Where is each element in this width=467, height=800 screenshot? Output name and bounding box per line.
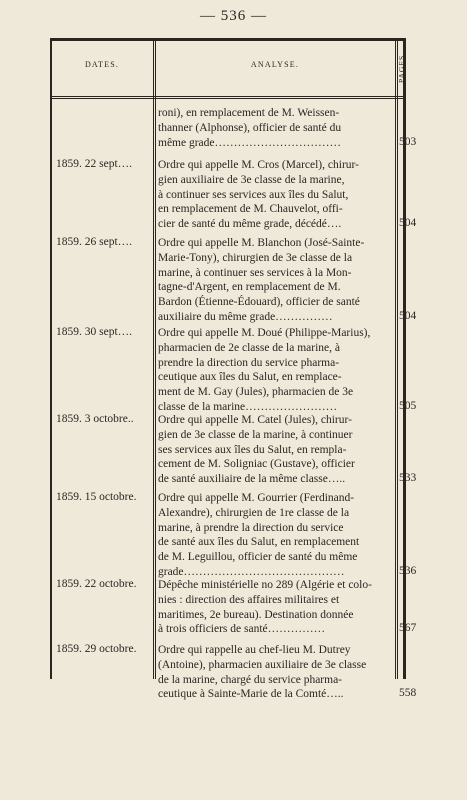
analysis-line: ment de M. Gay (Jules), pharmacien de 3e	[158, 386, 354, 399]
analysis-line: Bardon (Étienne-Édouard), officier de santé	[158, 296, 360, 309]
analysis-line: Ordre qui appelle M. Blanchon (José-Sainte-	[158, 237, 365, 249]
entry-date: 1859. 30 sept….	[56, 326, 133, 338]
analysis-line: cier de santé du même grade, décédé….	[158, 218, 342, 231]
header-rule	[50, 98, 406, 99]
analysis-line: (Antoine), pharmacien auxiliaire de 3e classe	[158, 658, 367, 671]
entry-page-ref: 505	[399, 400, 417, 412]
entry-analysis	[158, 106, 396, 150]
analysis-line: cement de M. Soligniac (Gustave), officier	[158, 458, 355, 471]
entry-date: 1859. 26 sept….	[56, 236, 133, 248]
entry-analysis	[158, 413, 396, 487]
entry-analysis	[158, 578, 396, 637]
analysis-line: classe de la marine……………………	[158, 400, 338, 413]
entry-date: 1859. 22 octobre.	[56, 578, 137, 590]
analysis-line: gien de 3e classe de la marine, à continuer	[158, 428, 353, 441]
analysis-line: Ordre qui rappelle au chef-lieu M. Dutrey	[158, 644, 351, 656]
entry-date: 1859. 29 octobre.	[56, 643, 137, 655]
entry-date: 1859. 22 sept….	[56, 158, 133, 170]
analysis-line: ses services aux îles du Salut, en rempla-	[158, 443, 347, 456]
analysis-line: Ordre qui appelle M. Doué (Philippe-Marius),	[158, 327, 371, 339]
analysis-line: grade……………………………………	[158, 565, 345, 578]
analysis-line: ceutique à Sainte-Marie de la Comté…..	[158, 688, 344, 701]
entry-page-ref: 567	[399, 622, 417, 635]
analysis-line: nies : direction des affaires militaires et	[158, 593, 340, 606]
column-rule	[155, 38, 156, 679]
analysis-line: à continuer ses services aux îles du Salut,	[158, 188, 349, 201]
entry-page-ref: 558	[399, 687, 417, 700]
analysis-line: auxiliaire du même grade……………	[158, 310, 333, 323]
header-rule	[50, 96, 406, 97]
analysis-line: de santé auxiliaire de la même classe…..	[158, 473, 346, 486]
analysis-line: thanner (Alphonse), officier de santé du	[158, 121, 342, 134]
analysis-line: roni), en remplacement de M. Weissen-	[158, 107, 340, 119]
entry-page-ref: 504	[399, 217, 417, 230]
header-dates: DATES.	[84, 60, 120, 69]
entry-page-ref: 536	[399, 565, 417, 577]
analysis-line: même grade……………………………	[158, 136, 342, 149]
analysis-line: Dépêche ministérielle no 289 (Algérie et colo-	[158, 579, 372, 591]
analysis-line: marine, à continuer ses services à la Mon-	[158, 266, 352, 279]
analysis-line: en remplacement de M. Chauvelot, offi-	[158, 203, 343, 216]
entry-analysis	[158, 326, 396, 415]
analysis-line: prendre la direction du service pharma-	[158, 356, 340, 369]
analysis-line: Alexandre), chirurgien de 1re classe de la	[158, 506, 350, 519]
analysis-line: maritimes, 2e bureau). Destination donnée	[158, 608, 354, 621]
entry-page-ref: 504	[399, 310, 417, 322]
entry-page-ref: 533	[399, 472, 417, 485]
entry-page-ref: 503	[399, 135, 417, 148]
column-rule	[397, 38, 398, 679]
entry-analysis	[158, 158, 396, 232]
entry-date: 1859. 15 octobre.	[56, 491, 137, 503]
analysis-line: de M. Leguillou, officier de santé du même	[158, 551, 358, 564]
analysis-line: gien auxiliaire de 3e classe de la marine,	[158, 173, 345, 186]
analysis-line: ceutique aux îles du Salut, en remplace-	[158, 371, 342, 384]
entry-analysis	[158, 491, 396, 580]
analysis-line: à trois officiers de santé……………	[158, 623, 326, 636]
entry-date: 1859. 3 octobre..	[56, 413, 134, 425]
analysis-line: pharmacien de 2e classe de la marine, à	[158, 341, 340, 354]
entry-analysis	[158, 643, 396, 702]
analysis-line: de la marine, chargé du service pharma-	[158, 673, 343, 686]
analysis-line: Ordre qui appelle M. Gourrier (Ferdinand-	[158, 492, 355, 504]
column-rule	[153, 38, 154, 679]
analysis-line: tagne-d'Argent, en remplacement de M.	[158, 281, 341, 294]
entry-analysis	[158, 236, 396, 325]
analysis-line: marine, à prendre la direction du service	[158, 521, 344, 534]
analysis-line: Marie-Tony), chirurgien de 3e classe de la	[158, 251, 353, 264]
page-number: — 536 —	[200, 8, 267, 24]
header-analyse: ANALYSE.	[250, 60, 300, 69]
analysis-line: Ordre qui appelle M. Catel (Jules), chirur-	[158, 414, 352, 426]
analysis-line: Ordre qui appelle M. Cros (Marcel), chirur-	[158, 159, 359, 171]
analysis-line: de santé aux îles du Salut, en remplacement	[158, 536, 360, 549]
header-pages: PAGES.	[397, 52, 406, 84]
